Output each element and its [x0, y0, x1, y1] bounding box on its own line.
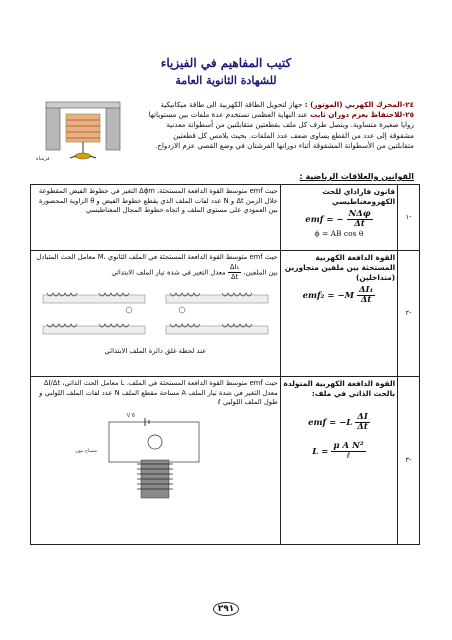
law-title: القوة الدافعة الكهربية المستحثة بين ملفين متجاورين (متداخلين): [284, 253, 396, 282]
section-heading: القوانين والعلاقات الرياضية :: [299, 172, 414, 181]
eq-L-lhs: L =: [312, 447, 329, 457]
electric-motor-diagram: [30, 98, 140, 164]
law-cell: [280, 185, 397, 251]
rate-fraction: $\frac{\text{ΔI₁}}{\Delta t}$: [229, 262, 240, 281]
row-number: -٣: [398, 377, 420, 545]
self-induction-circuit-diagram: [75, 412, 215, 502]
coil-pair-diagram-4: [162, 318, 272, 344]
eq-fraction: $\frac{\text{ΔI₁}}{\Delta t}$: [358, 285, 374, 305]
table-row: [31, 185, 420, 251]
item24-lead: ٢٤-المحرك الكهربي (الموتور) :: [304, 100, 414, 109]
law-cell: [280, 251, 397, 377]
row3-desc: حيث emf متوسط القوة الدافعة المستحثة في الملف، L معامل الحث الذاتي، ΔI/Δt معدل التغير في شدة تيار الملف A مساحة مقطع الملف N عدد لفات الملف اللولبي و طول الملف اللولبي ℓ: [39, 379, 278, 407]
neon-lamp-label: مصباح نيون: [75, 448, 98, 454]
item24-text: جهاز لتحويل الطاقة الكهربية الى طاقة ميكانيكية: [160, 100, 305, 109]
eq-lhs: emf₂ = −M: [302, 291, 354, 301]
item25-text: عند النهاية العظمى نستخدم عدة ملفات بين مستوياتها زوايا صغيرة متساوية. ويتصل طرف كل ملف بقطعتين متقابلتين من أسطوانة معدنية مشقوقة إلى عدد من القطع يساوى ضعف عدد الملفات. بحيث يلامس كل قطعتين متقابلتين من الأسطوانة المشقوقة أثناء دورانها الفرشتان في وضع القصي عزم الازدواج.: [148, 110, 414, 150]
law-cell: [280, 377, 397, 545]
equation: [283, 210, 395, 229]
eq-lhs: emf = −L: [308, 418, 353, 428]
law-title: قانون فاراداي للحث الكهرومغناطيسي: [322, 187, 396, 206]
equation: [283, 286, 395, 305]
item25-lead: ٢٥-للاحتفاظ بعزم دوران ثابت: [310, 110, 414, 120]
eq-L-fraction: $\frac{\text{μ A N²}}{\text{ℓ}}$: [333, 441, 364, 461]
row2-desc: حيث emf متوسط القوة الدافعة المستحثة في الملف الثانوي ،M معامل الحث المتبادل بين الملفين، $\frac{\text{ΔI₁}}{\Delta t}$ معدل التغير في شدة تيار الملف الابتدائي: [36, 253, 278, 281]
eq-fraction: $\frac{\Delta I}{\Delta t}$: [357, 412, 368, 432]
coil-diagrams-lower: [33, 318, 278, 344]
eq-lhs: emf = −: [305, 215, 344, 225]
description-cell: حيث emf متوسط القوة الدافعة المستحثة، Δϕm التغير في خطوط الفيض المقطوعة خلال الزمن Δt و N عدد لفات الملف الذي يقطع خطوط الفيض و θ الزاوية المحصورة بين العمودي على مستوى الملف و اتجاه خطوط المجال المغناطيسي: [31, 185, 281, 251]
description-cell: [31, 377, 281, 545]
flux-equation: ϕ = AB cos θ: [314, 229, 364, 238]
coil-pair-diagram-3: [39, 318, 149, 344]
coil-pair-diagram-1: [39, 285, 149, 315]
page-number: ٢٩١: [0, 604, 452, 614]
laws-table: [30, 184, 420, 545]
law-title: القوة الدافعة الكهربية المتولدة بالحث الذاتي في ملف:: [283, 379, 396, 398]
battery-label: 6 V: [127, 412, 136, 419]
inductance-equation: [283, 442, 395, 461]
equation: [283, 413, 395, 432]
brush-label: فرشاة: [36, 156, 50, 162]
eq-fraction: $\frac{\text{NΔφ}}{\Delta t}$: [348, 209, 371, 229]
coil-pair-diagram-2: [162, 285, 272, 315]
table-row: [31, 251, 420, 377]
page-subtitle: للشهادة الثانوية العامة: [175, 74, 277, 87]
description-cell: [31, 251, 281, 377]
coil-diagrams: [33, 285, 278, 315]
row-number: -٢: [398, 251, 420, 377]
page-title: كتيب المفاهيم في الفيزياء: [160, 56, 292, 70]
intro-text: [148, 100, 414, 151]
table-row: [31, 377, 420, 545]
diagram-caption: عند لحظة غلق دائرة الملف الابتدائي: [104, 346, 207, 355]
row-number: -١: [398, 185, 420, 251]
